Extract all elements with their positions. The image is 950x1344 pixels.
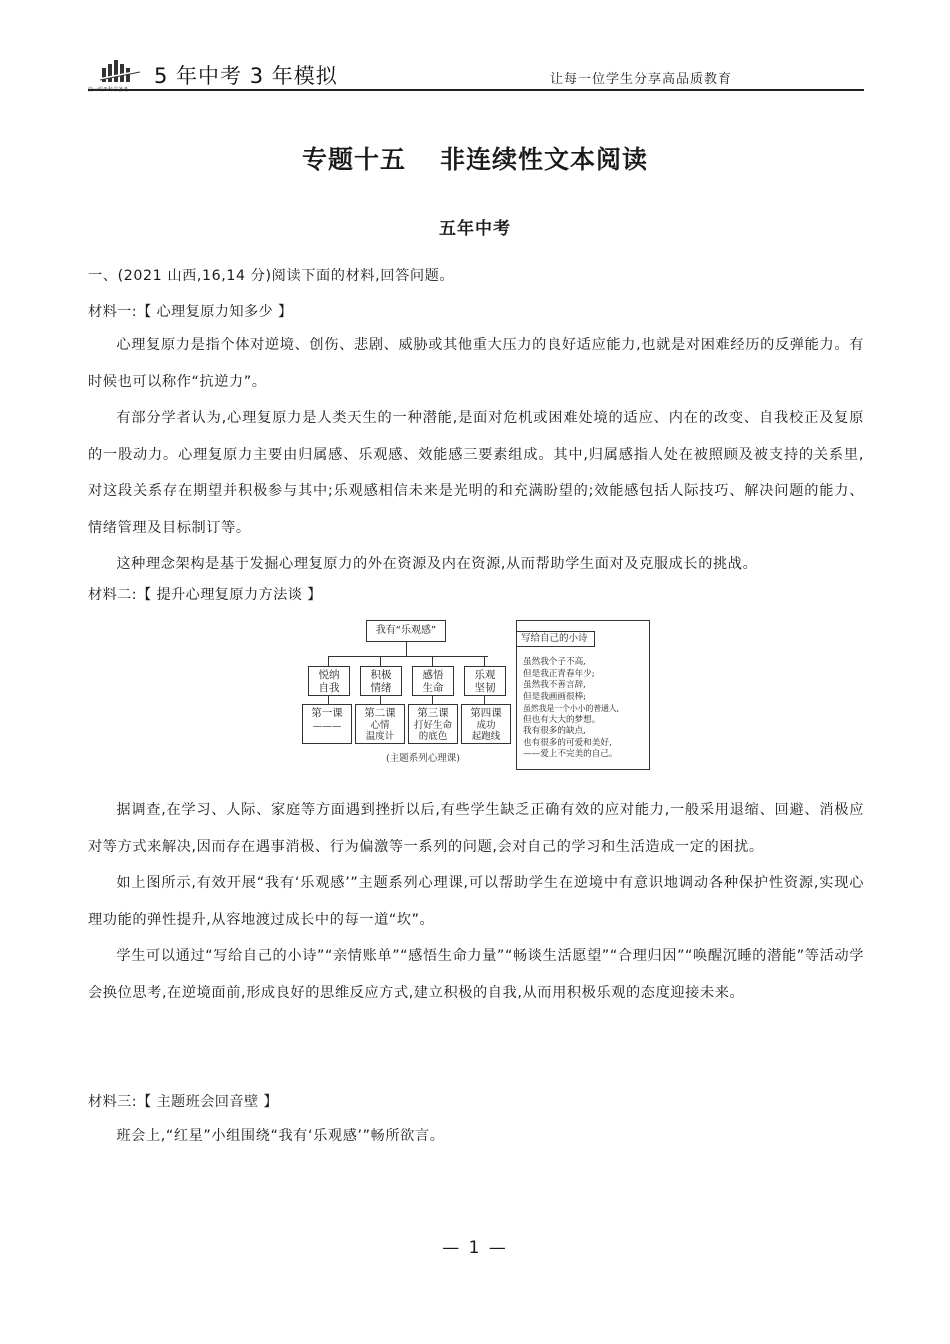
diagram-branch: 积极 情绪 (360, 666, 402, 696)
poem-body (523, 657, 647, 761)
book-title: 5 年中考 3 年模拟 (154, 64, 338, 88)
material2-figure (298, 616, 650, 770)
diagram-connector (328, 696, 329, 704)
diagram-connector (380, 696, 381, 704)
diagram-connector (484, 696, 485, 704)
page-header (88, 52, 864, 92)
poem-line: 但也有大大的梦想。 (523, 714, 601, 725)
diagram-connector (432, 656, 433, 666)
material3-label: 材料三:【 主题班会回音壁 】 (88, 1094, 279, 1110)
logo-caption: 曲一线®科学备考 (88, 87, 129, 93)
question-intro: 一、(2021 山西,16,14 分)阅读下面的材料,回答问题。 (88, 268, 455, 284)
diagram-connector (328, 656, 488, 657)
section-title: 五年中考 (439, 219, 511, 239)
lesson-title: 第一课 (311, 707, 343, 719)
topic-number: 专题十五 (301, 145, 406, 174)
poem-line: 虽然我个子不高, (523, 657, 586, 667)
diagram-branch: 悦纳 自我 (308, 666, 350, 696)
poem-line: 虽然我不善言辞, (523, 680, 586, 690)
material1-body (88, 327, 864, 583)
material2-label: 材料二:【 提升心理复原力方法谈 】 (88, 587, 322, 603)
material1-label: 材料一:【 心理复原力知多少 】 (88, 304, 293, 320)
material2-paragraph: 学生可以通过“写给自己的小诗”“亲情账单”“感悟生命力量”“畅谈生活愿望”“合理归因”“唤醒沉睡的潜能”等活动学会换位思考,在逆境面前,形成良好的思维反应方式,建立积极的自我,从而用积极乐观的态度迎接未来。 (88, 948, 864, 1001)
poem-line: 也有很多的可爱和美好, (523, 737, 612, 748)
poem-card (516, 620, 650, 770)
material3-paragraph: 班会上,“红星”小组围绕“我有‘乐观感’”畅所欲言。 (116, 1128, 445, 1144)
diagram-caption: (主题系列心理课) (386, 753, 460, 764)
poem-line: 但是我正青春年少; (523, 668, 595, 679)
diagram-lesson (408, 704, 458, 744)
diagram-connector (380, 656, 381, 666)
diagram-connector (484, 656, 485, 666)
material2-body (88, 792, 864, 1011)
diagram-branch: 乐观 坚韧 (464, 666, 506, 696)
lesson-title: 第三课 (417, 707, 449, 719)
diagram-lesson (461, 704, 511, 744)
poem-line: 我有很多的缺点, (523, 726, 586, 736)
material1-paragraph: 心理复原力是指个体对逆境、创伤、悲剧、威胁或其他重大压力的良好适应能力,也就是对困难经历的反弹能力。有时候也可以称作“抗逆力”。 (88, 337, 864, 390)
material1-paragraph: 这种理念架构是基于发掘心理复原力的外在资源及内在资源,从而帮助学生面对及克服成长的挑战。 (116, 556, 758, 572)
header-slogan: 让每一位学生分享高品质教育 (549, 72, 732, 87)
material3-body (88, 1118, 864, 1155)
diagram-connector (406, 642, 407, 656)
lesson-subtitle: 成功 起跑线 (471, 720, 501, 742)
diagram-branch: 感悟 生命 (412, 666, 454, 696)
diagram-lesson (355, 704, 405, 744)
material2-paragraph: 据调查,在学习、人际、家庭等方面遇到挫折以后,有些学生缺乏正确有效的应对能力,一般采用退缩、回避、消极应对等方式来解决,因而存在遇事消极、行为偏激等一系列的问题,会对自己的学习和生活造成一定的困扰。 (88, 802, 864, 855)
lesson-subtitle: 打好生命 的底色 (413, 720, 452, 742)
page-number: — 1 — (442, 1238, 508, 1258)
lesson-subtitle: ——— (312, 721, 342, 732)
diagram-lesson (302, 704, 352, 744)
diagram-root: 我有“乐观感” (366, 620, 446, 642)
lesson-title: 第二课 (364, 707, 396, 719)
lesson-subtitle: 心情 温度计 (365, 720, 395, 742)
poem-title: 写给自己的小诗 (517, 631, 595, 647)
page-title (0, 140, 950, 176)
material1-paragraph: 有部分学者认为,心理复原力是人类天生的一种潜能,是面对危机或困难处境的适应、内在的改变、自我校正及复原的一股动力。心理复原力主要由归属感、乐观感、效能感三要素组成。其中,归属感指人处在被照顾及被支持的关系里,对这段关系存在期望并积极参与其中;乐观感相信未来是光明的和充满盼望的;效能感包括人际技巧、解决问题的能力、情绪管理及目标制订等。 (88, 410, 864, 536)
material2-paragraph: 如上图所示,有效开展“我有‘乐观感’”主题系列心理课,可以帮助学生在逆境中有意识地调动各种保护性资源,实现心理功能的弹性提升,从容地渡过成长中的每一道“坎”。 (88, 875, 864, 928)
poem-line: 但是我画画很棒; (523, 691, 587, 702)
header-rule (88, 89, 864, 91)
lesson-title: 第四课 (470, 707, 502, 719)
diagram-connector (328, 656, 329, 666)
topic-name: 非连续性文本阅读 (440, 145, 649, 174)
poem-line: ——爱上不完美的自己。 (523, 749, 618, 759)
book-logo-icon (100, 56, 140, 88)
diagram-connector (432, 696, 433, 704)
poem-line: 虽然我是一个小小的普通人, (523, 704, 619, 713)
